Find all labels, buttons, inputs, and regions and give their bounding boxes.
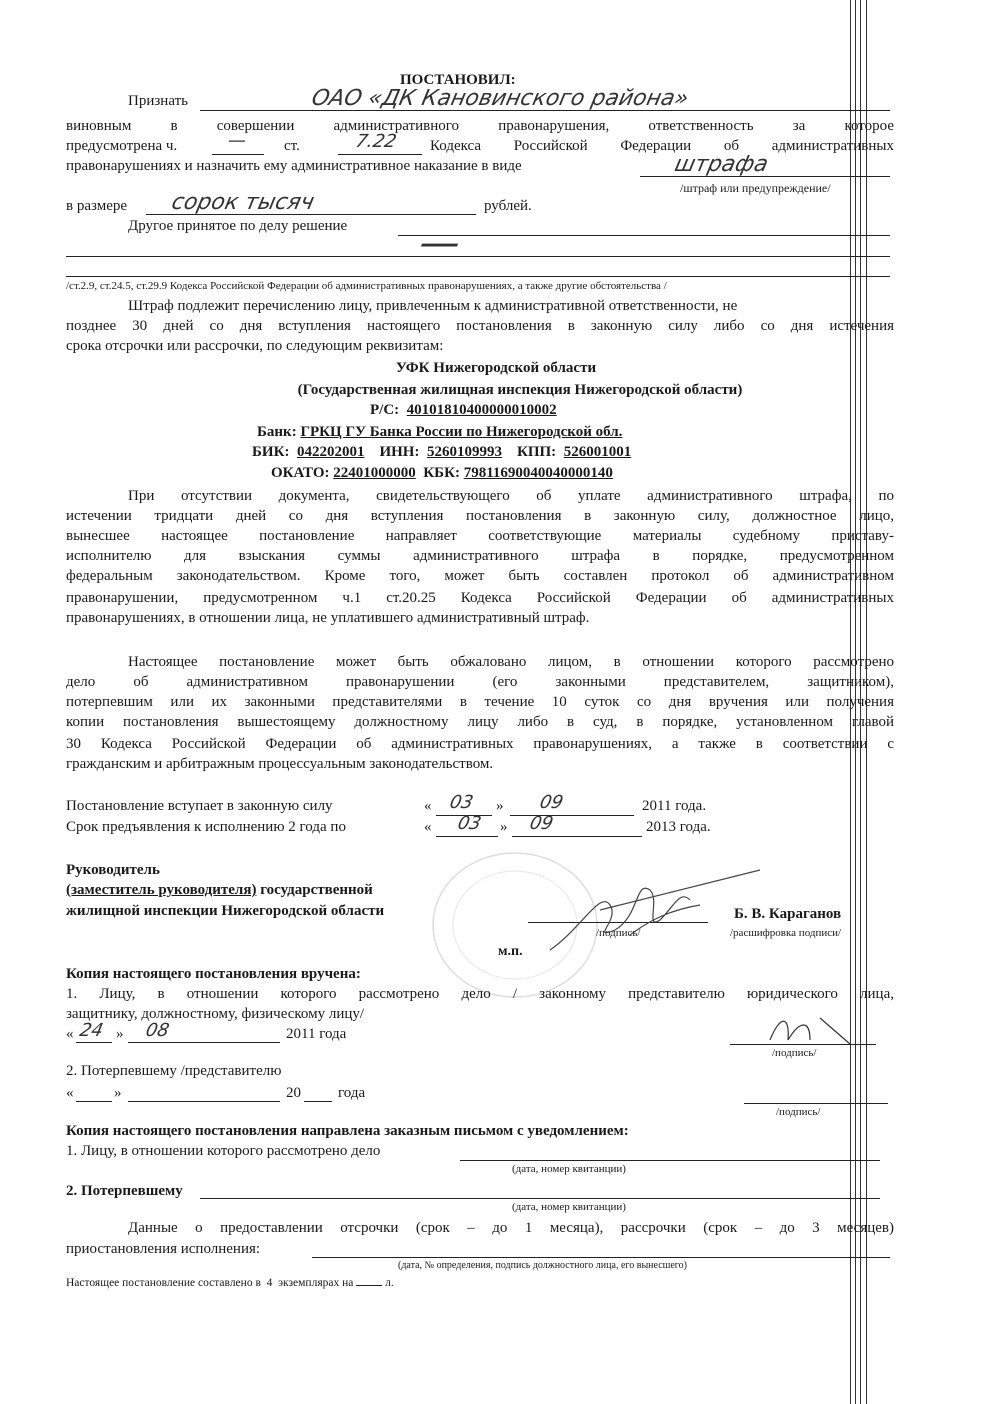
absence-line1: При отсутствии документа, свидетельствующего об уплате административного штрафа, по [128, 488, 894, 504]
requisites-recipient-full: (Государственная жилищная инспекция Нижегородской области) [297, 382, 743, 398]
handed-sign-caption1: /подпись/ [772, 1047, 817, 1059]
page-title: ПОСТАНОВИЛ: [400, 72, 516, 88]
part-handwritten: — [225, 130, 249, 151]
other-decision-label: Другое принятое по делу решение [128, 218, 348, 234]
article-handwritten: 7.22 [353, 131, 399, 152]
requisites-rs: Р/С: 40101810400000010002 [370, 402, 557, 418]
requisites-bik-inn-kpp: БИК: 042202001 ИНН: 5260109993 КПП: 526001001 [252, 444, 632, 460]
copy-sent-item2: 2. Потерпевшему [66, 1183, 183, 1199]
recognize-line2c: Кодекса Российской Федерации об административных [430, 138, 894, 154]
handed-year: 2011 года [286, 1026, 347, 1042]
term-label: Срок предъявления к исполнению 2 года по [66, 819, 346, 835]
appeal-line6: гражданским и арбитражным процессуальным законодательством. [66, 756, 494, 772]
copy-handed-item1-line2: защитнику, должностному, физическому лицу/ [66, 1006, 365, 1022]
handed-sign-caption2: /подпись/ [776, 1106, 821, 1118]
deferral-caption: (дата, № определения, подпись должностного лица, его вынесшего) [398, 1260, 687, 1271]
name-caption: /расшифровка подписи/ [730, 927, 842, 939]
handed-signature-mark [760, 1010, 870, 1050]
handed-month-handwritten: 08 [143, 1020, 172, 1041]
document-page: ПОСТАНОВИЛ: Признать ОАО «ДК Кановинского района» виновным в совершении административного правонарушения, ответственность за которое предусмотрена ч. — ст. 7.22 Кодекса Российской Федерации об административных правонарушениях и назначить ему административное наказание в виде штрафа /штраф или предупреждение/ в размере сорок тысяч рублей. Другое принятое по делу решение — /ст.2.9, ст.24.5, ст.29.9 Кодекса Российской Федерации об административных правонарушениях, а также другие обстоятельства / Штраф подлежит перечислению лицу, привлеченным к административной ответственности, не позднее 30 дней со дня вступления настоящего постановления в законную силу либо со дня истечения срока отсрочки или рассрочки, по следующим реквизитам: УФК Нижегородской области (Государственная жилищная инспекция Нижегородской области) Р/С: 40101810400000010002 Банк: ГРКЦ ГУ Банка России по Нижегородской обл. БИК: 042202001 ИНН: 5260109993 КПП: 526001001 ОКАТО: 22401000000 КБК: 79811690040040000140 При отсутствии документа, свидетельствующего об уплате административного штрафа, по истечении тридцати дней со дня вступления постановления в законную силу, должностное лицо, вынесшее настоящее постановление направляет соответствующие материалы судебному приставу- исполнителю для взыскания суммы административного штрафа в порядке, предусмотренном федеральным законодательством. Кроме того, может быть составлен протокол об административном правонарушении, предусмотренном ч.1 ст.20.25 Кодекса Российской Федерации об административных правонарушениях, в отношении лица, не уплатившего административный штраф. Настоящее постановление может быть обжаловано лицом, в отношении которого рассмотрено дело об административном правонарушении (его законными представителем, защитником), потерпевшим или их законными представителями в течение 10 суток со дня вручения или получения копии постановления вышестоящему должностному лицу либо в суд, в порядке, установленном главой 30 Кодекса Российской Федерации об административных правонарушениях, а также в соответствии с гражданским и арбитражным процессуальным законодательством. Постановление вступает в законную силу « 03 » 09 2011 года. Срок предъявления к исполнению 2 года по « 03 » 09 2013 года. Руководитель (заместитель руководителя) государственной жилищной инспекции Нижегородской области Б. В. Караганов /подпись/ /расшифровка подписи/ м.п. Копия настоящего постановления вручена: 1. Лицу, в отношении которого рассмотрено дело / законному представителю юридического лица, защитнику, должностному, физическому лицу/ « 24 » 08 2011 года /подпись/ 2. Потерпевшему /представителю « » 20 года /подпись/ Копия настоящего постановления направлена заказным письмом с уведомлением: 1. Лицу, в отношении которого рассмотрено дело (дата, номер квитанции) 2. Потерпевшему (дата, номер квитанции) Данные о предоставлении отсрочки (срок – до 1 месяца), рассрочки (срок – до 3 месяцев) приостановления исполнения: (дата, № определения, подпись должностного лица, его вынесшего) Настоящее постановление составлено в 4 экземплярах на л. [0, 0, 992, 1404]
copy-sent-caption1: (дата, номер квитанции) [512, 1163, 626, 1175]
absence-line2: истечении тридцати дней со дня вступления постановления в законную силу, должностное лицо, [66, 508, 894, 524]
effective-label: Постановление вступает в законную силу [66, 798, 333, 814]
term-month-handwritten: 09 [527, 813, 556, 834]
appeal-line5: 30 Кодекса Российской Федерации об административных правонарушениях, а также в соответствии с [66, 736, 894, 752]
article-footnote: /ст.2.9, ст.24.5, ст.29.9 Кодекса Российской Федерации об административных правонарушениях, а также другие обстоятельства / [66, 280, 667, 292]
sign-caption: /подпись/ [596, 927, 641, 939]
amount-handwritten: сорок тысяч [169, 190, 317, 215]
absence-line5: федеральным законодательством. Кроме того, может быть составлен протокол об административном [66, 568, 894, 584]
deferral-line1: Данные о предоставлении отсрочки (срок – до 1 месяца), рассрочки (срок – до 3 месяцев) [128, 1220, 894, 1236]
absence-line7: правонарушениях, в отношении лица, не уплатившего административный штраф. [66, 610, 590, 626]
fine-intro-line2: позднее 30 дней со дня вступления настоящего постановления в законную силу либо со дня истечения [66, 318, 894, 334]
copy-sent-heading: Копия настоящего постановления направлена заказным письмом с уведомлением: [66, 1123, 629, 1139]
violator-name-handwritten: ОАО «ДК Кановинского района» [309, 86, 691, 111]
amount-unit: рублей. [484, 198, 532, 214]
absence-line3: вынесшее настоящее постановление направляет соответствующие материалы судебному приставу- [66, 528, 894, 544]
effective-month-handwritten: 09 [537, 792, 566, 813]
other-decision-handwritten: — [415, 220, 465, 266]
requisites-okato-kbk: ОКАТО: 22401000000 КБК: 79811690040040000140 [271, 465, 613, 481]
appeal-line4: копии постановления вышестоящему должностному лицу либо в суд, в порядке, установленном главой [66, 714, 894, 730]
term-day-handwritten: 03 [455, 813, 484, 834]
absence-line6: правонарушении, предусмотренном ч.1 ст.20.25 Кодекса Российской Федерации об административных [66, 590, 894, 606]
signatory-title-line3: жилищной инспекции Нижегородской области [66, 903, 385, 919]
copy-handed-heading: Копия настоящего постановления вручена: [66, 966, 361, 982]
requisites-recipient: УФК Нижегородской области [395, 360, 597, 376]
amount-label: в размере [66, 198, 128, 214]
signatory-title-line1: Руководитель [66, 862, 160, 878]
copy-sent-caption2: (дата, номер квитанции) [512, 1201, 626, 1213]
recognize-line3: правонарушениях и назначить ему административное наказание в виде [66, 158, 522, 174]
signatory-title-line2: (заместитель руководителя) государственной [66, 882, 373, 898]
recognize-line2b: ст. [284, 138, 300, 154]
copy-sent-item1: 1. Лицу, в отношении которого рассмотрено дело [66, 1143, 381, 1159]
fine-intro-line1: Штраф подлежит перечислению лицу, привлеченным к административной ответственности, не [128, 298, 738, 314]
recognize-line2a: предусмотрена ч. [66, 138, 178, 154]
penalty-handwritten: штрафа [672, 152, 771, 177]
recognize-line1: виновным в совершении административного правонарушения, ответственность за которое [66, 118, 894, 134]
copies-note: Настоящее постановление составлено в 4 экземплярах на л. [66, 1277, 394, 1289]
appeal-line1: Настоящее постановление может быть обжаловано лицом, в отношении которого рассмотрено [128, 654, 894, 670]
fine-intro-line3: срока отсрочки или рассрочки, по следующим реквизитам: [66, 338, 444, 354]
penalty-caption: /штраф или предупреждение/ [680, 181, 831, 195]
effective-day-handwritten: 03 [447, 792, 476, 813]
signatory-name: Б. В. Караганов [734, 906, 842, 922]
handed-day-handwritten: 24 [77, 1020, 106, 1041]
effective-year: 2011 года. [642, 798, 707, 814]
absence-line4: исполнителю для взыскания суммы административного штрафа в порядке, предусмотренном [66, 548, 894, 564]
stamp-place: м.п. [498, 944, 523, 959]
appeal-line2: дело об административном правонарушении (его законными представителем, защитником), [66, 674, 894, 690]
appeal-line3: потерпевшим или их законными представителями в течение 10 суток со дня вручения или получения [66, 694, 894, 710]
requisites-bank: Банк: ГРКЦ ГУ Банка России по Нижегородской обл. [257, 424, 623, 440]
recognize-label: Признать [128, 93, 188, 109]
deferral-line2: приостановления исполнения: [66, 1241, 261, 1257]
term-year: 2013 года. [646, 819, 711, 835]
copy-handed-item2: 2. Потерпевшему /представителю [66, 1063, 282, 1079]
copy-handed-item1-line1: 1. Лицу, в отношении которого рассмотрено дело / законному представителю юридического лица, [66, 986, 894, 1002]
